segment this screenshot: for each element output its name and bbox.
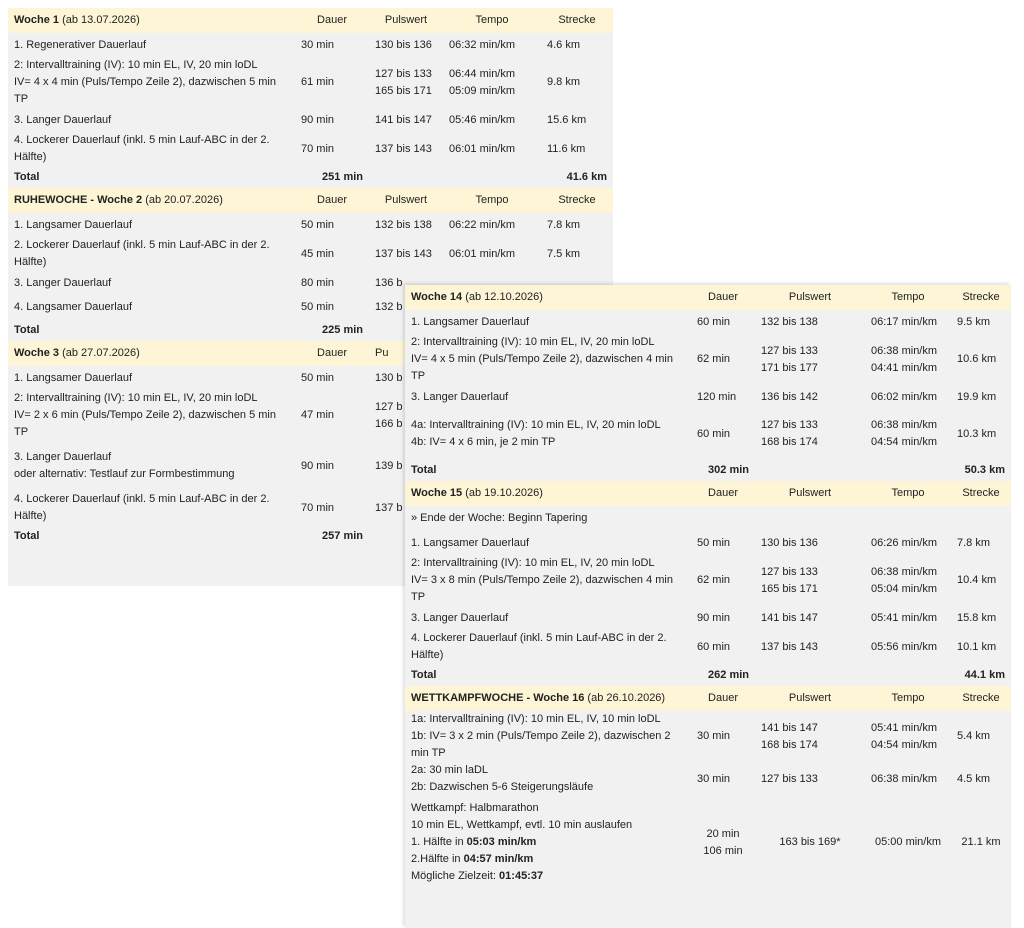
workout-tempo — [443, 33, 541, 57]
tempo-value: 06:01 min/km — [449, 142, 516, 155]
workout-pulse — [755, 409, 865, 459]
week-title-cell — [405, 285, 691, 310]
pulse-value: 137 bis 143 — [375, 247, 432, 260]
workout-description — [8, 295, 295, 319]
race-tempo: 05:00 min/km — [874, 836, 942, 848]
week-title-cell — [8, 188, 295, 213]
workout-tempo — [443, 213, 541, 237]
col-header-dauer: Dauer — [691, 686, 755, 711]
workout-distance: 4.6 km — [547, 38, 581, 51]
tempo-value: 06:01 min/km — [449, 247, 516, 260]
workout-distance: 10.4 km — [957, 574, 997, 586]
col-header-dauer: Dauer — [295, 8, 369, 33]
description-line: 3. Langer Dauerlauf — [14, 276, 112, 289]
description-line: 3. Langer Dauerlauf — [14, 451, 112, 463]
pulse-value: 127 b — [375, 400, 403, 413]
week-header-row — [405, 285, 1011, 310]
description-line: 3. Langer Dauerlauf — [411, 611, 509, 624]
workout-duration: 62 min — [697, 353, 731, 365]
plan-table-right — [405, 285, 1011, 889]
workout-pulse — [369, 213, 443, 237]
pulse-value: 165 bis 171 — [761, 582, 818, 595]
col-header-tempo: Tempo — [443, 8, 541, 33]
description-line: 4. Lockerer Dauerlauf (inkl. 5 min Lauf-ABC in der 2. Hälfte) — [411, 632, 667, 661]
workout-duration: 61 min — [301, 76, 335, 88]
pulse-value: 132 bis 138 — [375, 218, 432, 231]
plan-panel-weeks-14-16 — [405, 285, 1011, 928]
workout-description — [405, 409, 691, 459]
pulse-value: 166 b — [375, 417, 403, 430]
description-line: 2. Lockerer Dauerlauf (inkl. 5 min Lauf-ABC in der 2. Hälfte) — [14, 239, 270, 268]
workout-pulse — [755, 762, 865, 796]
pulse-value: 141 bis 147 — [761, 721, 818, 734]
workout-pulse — [369, 132, 443, 166]
tempo-value: 06:38 min/km — [871, 565, 938, 578]
workout-distance: 7.8 km — [957, 536, 991, 549]
workout-distance: 11.6 km — [547, 142, 586, 155]
total-spacer-tempo — [443, 166, 541, 188]
workout-description — [8, 132, 295, 166]
workout-description — [8, 237, 295, 271]
workout-description — [8, 271, 295, 295]
pulse-value: 132 bis 138 — [761, 315, 818, 328]
description-line: 3. Langer Dauerlauf — [14, 113, 112, 126]
week-date: (ab 12.10.2026) — [462, 291, 543, 303]
workout-duration: 90 min — [301, 113, 335, 126]
total-duration: 251 min — [322, 170, 363, 183]
workout-duration: 62 min — [697, 574, 731, 586]
race-second-half-label: 2.Hälfte in — [411, 853, 464, 865]
race-goal-time — [411, 868, 685, 885]
pulse-value: 137 bis 143 — [761, 640, 818, 653]
description-line: 1. Langsamer Dauerlauf — [411, 536, 530, 549]
description-line: 2b: Dazwischen 5-6 Steigerungsläufe — [411, 781, 594, 793]
pulse-value: 168 bis 174 — [761, 738, 818, 751]
pulse-value: 127 bis 133 — [375, 67, 432, 80]
workout-distance: 19.9 km — [957, 390, 997, 403]
description-line: 2: Intervalltraining (IV): 10 min EL, IV, 20 min loDL — [411, 336, 655, 348]
workout-row — [405, 555, 1011, 606]
workout-duration: 47 min — [301, 409, 335, 421]
workout-distance: 15.6 km — [547, 113, 587, 126]
tempo-value: 05:41 min/km — [871, 611, 938, 624]
description-line: 3. Langer Dauerlauf — [411, 390, 509, 403]
total-spacer-pulse — [755, 459, 865, 481]
workout-duration: 50 min — [301, 218, 335, 231]
tempo-value: 06:38 min/km — [871, 344, 938, 357]
workout-description — [405, 310, 691, 334]
workout-row — [8, 57, 613, 108]
workout-description — [405, 555, 691, 606]
workout-pulse — [369, 33, 443, 57]
description-line: IV= 2 x 6 min (Puls/Tempo Zeile 2), dazwischen 5 min TP — [14, 409, 276, 438]
pulse-value: 137 b — [375, 501, 403, 514]
pulse-value: 127 bis 133 — [761, 565, 818, 578]
workout-pulse — [755, 531, 865, 555]
week-note: » Ende der Woche: Beginn Tapering — [411, 512, 588, 524]
race-duration-total: 106 min — [703, 844, 743, 857]
pulse-value: 127 bis 133 — [761, 344, 818, 357]
workout-pulse — [755, 385, 865, 409]
total-duration: 225 min — [322, 323, 363, 336]
col-header-dauer: Dauer — [691, 481, 755, 506]
tempo-value: 06:02 min/km — [871, 390, 938, 403]
workout-tempo — [865, 334, 951, 385]
workout-distance: 5.4 km — [957, 730, 991, 742]
workout-distance: 10.1 km — [957, 640, 997, 653]
week-date: (ab 19.10.2026) — [462, 487, 543, 499]
workout-pulse — [755, 711, 865, 762]
workout-row — [405, 711, 1011, 762]
workout-duration: 50 min — [301, 300, 335, 313]
workout-tempo — [865, 711, 951, 762]
week-total-row — [8, 166, 613, 188]
race-title: Wettkampf: Halbmarathon — [411, 802, 539, 814]
description-line: 4. Lockerer Dauerlauf (inkl. 5 min Lauf-ABC in der 2. Hälfte) — [14, 493, 270, 522]
pulse-value: 141 bis 147 — [375, 113, 432, 126]
total-label: Total — [14, 529, 40, 542]
pulse-value: 130 b — [375, 371, 403, 384]
workout-tempo — [443, 108, 541, 132]
description-line: 1. Regenerativer Dauerlauf — [14, 38, 147, 51]
workout-duration: 90 min — [301, 459, 335, 472]
pulse-value: 127 bis 133 — [761, 772, 818, 785]
workout-duration: 60 min — [697, 427, 731, 440]
workout-description — [8, 57, 295, 108]
race-first-half-label: 1. Hälfte in — [411, 836, 467, 848]
workout-row — [405, 762, 1011, 796]
week-title-cell — [8, 341, 295, 366]
description-line: 4. Langsamer Dauerlauf — [14, 300, 133, 313]
workout-row — [405, 310, 1011, 334]
workout-row — [405, 630, 1011, 664]
workout-pulse — [755, 630, 865, 664]
description-line: 4a: Intervalltraining (IV): 10 min EL, IV, 20 min loDL — [411, 419, 661, 431]
pulse-value: 165 bis 171 — [375, 84, 432, 97]
pulse-value: 168 bis 174 — [761, 436, 818, 448]
race-second-half — [411, 851, 685, 868]
pulse-value: 132 b — [375, 300, 403, 313]
workout-pulse — [369, 237, 443, 271]
col-header-strecke: Strecke — [951, 481, 1011, 506]
tempo-value: 06:26 min/km — [871, 536, 938, 549]
tempo-value: 05:04 min/km — [871, 582, 938, 595]
workout-description — [8, 491, 295, 525]
workout-pulse — [755, 310, 865, 334]
workout-description — [8, 441, 295, 491]
workout-row — [405, 531, 1011, 555]
description-line: 4b: IV= 4 x 6 min, je 2 min TP — [411, 436, 556, 448]
week-title: RUHEWOCHE - Woche 2 — [14, 194, 143, 206]
workout-distance: 4.5 km — [957, 772, 991, 785]
race-duration-warmup: 20 min — [706, 827, 740, 840]
workout-description — [405, 711, 691, 762]
week-note-row — [405, 506, 1011, 531]
description-line: 1. Langsamer Dauerlauf — [14, 371, 133, 384]
col-header-pulswert: Pulswert — [755, 686, 865, 711]
workout-description — [405, 385, 691, 409]
col-header-strecke: Strecke — [951, 686, 1011, 711]
total-spacer-tempo — [865, 664, 951, 686]
description-line: 2: Intervalltraining (IV): 10 min EL, IV, 20 min loDL — [14, 392, 258, 404]
total-spacer-pulse — [755, 664, 865, 686]
col-header-pulswert: Pulswert — [755, 481, 865, 506]
workout-description — [405, 606, 691, 630]
workout-description — [405, 630, 691, 664]
race-goal-time-label: Mögliche Zielzeit: — [411, 870, 500, 882]
workout-row — [405, 334, 1011, 385]
week-date: (ab 20.07.2026) — [142, 194, 223, 206]
pulse-value: 141 bis 147 — [761, 611, 818, 624]
workout-pulse — [369, 108, 443, 132]
workout-tempo — [443, 132, 541, 166]
workout-tempo — [865, 310, 951, 334]
pulse-value: 130 bis 136 — [761, 536, 818, 549]
col-header-tempo: Tempo — [443, 188, 541, 213]
workout-row — [8, 33, 613, 57]
description-line: 1. Langsamer Dauerlauf — [14, 218, 133, 231]
workout-row — [405, 385, 1011, 409]
total-distance: 41.6 km — [566, 170, 607, 183]
week-title-cell — [8, 8, 295, 33]
race-description — [405, 796, 691, 889]
col-header-tempo: Tempo — [865, 481, 951, 506]
week-date: (ab 27.07.2026) — [59, 347, 140, 359]
workout-tempo — [865, 385, 951, 409]
col-header-strecke: Strecke — [951, 285, 1011, 310]
workout-duration: 60 min — [697, 315, 731, 328]
race-pulse: 163 bis 169* — [779, 836, 841, 848]
workout-distance: 7.5 km — [547, 247, 581, 260]
workout-duration: 70 min — [301, 142, 335, 155]
col-header-tempo: Tempo — [865, 285, 951, 310]
workout-row — [8, 213, 613, 237]
col-header-pulswert: Pulswert — [369, 188, 443, 213]
workout-tempo — [865, 606, 951, 630]
workout-tempo — [443, 237, 541, 271]
race-plan: 10 min EL, Wettkampf, evtl. 10 min auslaufen — [411, 819, 633, 831]
week-date: (ab 26.10.2026) — [584, 692, 666, 704]
description-line: 1b: IV= 3 x 2 min (Puls/Tempo Zeile 2), dazwischen 2 min TP — [411, 730, 671, 759]
col-header-dauer: Dauer — [295, 188, 369, 213]
workout-pulse — [755, 606, 865, 630]
week-header-row — [405, 686, 1011, 711]
tempo-value: 04:54 min/km — [871, 738, 938, 751]
race-goal-time-value: 01:45:37 — [499, 870, 544, 882]
workout-tempo — [865, 409, 951, 459]
workout-distance: 15.8 km — [957, 611, 997, 624]
total-duration: 262 min — [708, 668, 749, 681]
workout-duration: 30 min — [697, 730, 731, 742]
tempo-value: 06:44 min/km — [449, 67, 516, 80]
tempo-value: 05:46 min/km — [449, 113, 516, 126]
workout-tempo — [865, 762, 951, 796]
race-first-half-value: 05:03 min/km — [466, 836, 537, 848]
col-header-pulswert: Pulswert — [755, 285, 865, 310]
description-line: 1a: Intervalltraining (IV): 10 min EL, IV, 10 min loDL — [411, 713, 661, 725]
total-duration: 257 min — [322, 529, 363, 542]
workout-tempo — [865, 555, 951, 606]
tempo-value: 06:22 min/km — [449, 218, 516, 231]
col-header-dauer: Dauer — [691, 285, 755, 310]
workout-duration: 50 min — [301, 371, 335, 384]
workout-row — [8, 132, 613, 166]
week-title: WETTKAMPFWOCHE - Woche 16 — [411, 692, 585, 704]
workout-duration: 70 min — [301, 501, 335, 514]
workout-distance: 10.3 km — [957, 427, 997, 440]
workout-duration: 90 min — [697, 611, 731, 624]
workout-description — [8, 108, 295, 132]
tempo-value: 05:41 min/km — [871, 721, 938, 734]
pulse-value: 139 b — [375, 459, 403, 472]
workout-description — [8, 366, 295, 390]
workout-duration: 80 min — [301, 276, 335, 289]
description-line: oder alternativ: Testlauf zur Formbestimmung — [14, 468, 235, 480]
tempo-value: 05:09 min/km — [449, 84, 516, 97]
workout-distance: 10.6 km — [957, 353, 997, 365]
tempo-value: 05:56 min/km — [871, 640, 938, 653]
pulse-value: 171 bis 177 — [761, 361, 818, 374]
workout-description — [405, 762, 691, 796]
description-line: IV= 3 x 8 min (Puls/Tempo Zeile 2), dazwischen 4 min TP — [411, 574, 673, 603]
workout-tempo — [865, 531, 951, 555]
pulse-value: 130 bis 136 — [375, 38, 432, 51]
tempo-value: 06:38 min/km — [871, 419, 938, 431]
tempo-value: 04:41 min/km — [871, 361, 938, 374]
total-spacer-pulse — [369, 166, 443, 188]
workout-duration: 120 min — [697, 390, 737, 403]
week-total-row — [405, 459, 1011, 481]
col-header-dauer: Dauer — [295, 341, 369, 366]
week-title-cell — [405, 481, 691, 506]
total-label: Total — [411, 463, 437, 476]
workout-tempo — [865, 630, 951, 664]
description-line: IV= 4 x 5 min (Puls/Tempo Zeile 2), dazwischen 4 min TP — [411, 353, 673, 382]
description-line: 2a: 30 min laDL — [411, 764, 489, 776]
total-distance: 44.1 km — [964, 668, 1005, 681]
col-header-pulswert: Pulswert — [369, 8, 443, 33]
col-header-pulswert: Pu — [369, 341, 443, 366]
workout-pulse — [369, 57, 443, 108]
total-label: Total — [14, 323, 40, 336]
workout-duration: 30 min — [301, 38, 335, 51]
description-line: IV= 4 x 4 min (Puls/Tempo Zeile 2), dazwischen 5 min TP — [14, 76, 276, 105]
pulse-value: 137 bis 143 — [375, 142, 432, 155]
pulse-value: 136 bis 142 — [761, 390, 818, 403]
tempo-value: 06:38 min/km — [871, 772, 938, 785]
workout-description — [8, 33, 295, 57]
tempo-value: 06:32 min/km — [449, 38, 516, 51]
workout-row — [8, 108, 613, 132]
tempo-value: 04:54 min/km — [871, 436, 938, 448]
description-line: 2: Intervalltraining (IV): 10 min EL, IV, 20 min loDL — [411, 557, 655, 569]
workout-description — [8, 390, 295, 441]
workout-distance: 9.8 km — [547, 76, 581, 88]
race-distance: 21.1 km — [961, 836, 1001, 848]
workout-pulse — [755, 334, 865, 385]
total-duration: 302 min — [708, 463, 749, 476]
workout-description — [8, 213, 295, 237]
week-header-row — [8, 188, 613, 213]
workout-pulse — [755, 555, 865, 606]
week-date: (ab 13.07.2026) — [59, 14, 140, 26]
workout-row — [8, 237, 613, 271]
total-label: Total — [14, 170, 40, 183]
workout-distance: 7.8 km — [547, 218, 581, 231]
week-title: Woche 3 — [14, 347, 60, 359]
description-line: 4. Lockerer Dauerlauf (inkl. 5 min Lauf-ABC in der 2. Hälfte) — [14, 134, 270, 163]
workout-tempo — [443, 57, 541, 108]
workout-description — [405, 531, 691, 555]
description-line: 2: Intervalltraining (IV): 10 min EL, IV, 20 min loDL — [14, 59, 258, 71]
pulse-value: 136 b — [375, 276, 403, 289]
workout-duration: 30 min — [697, 772, 731, 785]
race-second-half-value: 04:57 min/km — [463, 853, 534, 865]
workout-duration: 60 min — [697, 640, 731, 653]
col-header-tempo: Tempo — [865, 686, 951, 711]
pulse-value: 127 bis 133 — [761, 419, 818, 431]
col-header-strecke: Strecke — [541, 8, 613, 33]
race-duration — [691, 796, 755, 889]
workout-description — [405, 334, 691, 385]
workout-row — [405, 409, 1011, 459]
week-total-row — [405, 664, 1011, 686]
week-header-row — [405, 481, 1011, 506]
week-header-row — [8, 8, 613, 33]
week-title: Woche 1 — [14, 14, 60, 26]
col-header-strecke: Strecke — [541, 188, 613, 213]
total-spacer-tempo — [865, 459, 951, 481]
description-line: 1. Langsamer Dauerlauf — [411, 315, 530, 328]
tempo-value: 06:17 min/km — [871, 315, 938, 328]
total-label: Total — [411, 668, 437, 681]
workout-duration: 50 min — [697, 536, 731, 549]
race-first-half — [411, 834, 685, 851]
total-distance: 50.3 km — [964, 463, 1005, 476]
workout-row — [405, 606, 1011, 630]
workout-distance: 9.5 km — [957, 315, 991, 328]
week-title: Woche 15 — [411, 487, 463, 499]
race-row — [405, 796, 1011, 889]
week-title-cell — [405, 686, 691, 711]
week-title: Woche 14 — [411, 291, 463, 303]
workout-duration: 45 min — [301, 247, 335, 260]
